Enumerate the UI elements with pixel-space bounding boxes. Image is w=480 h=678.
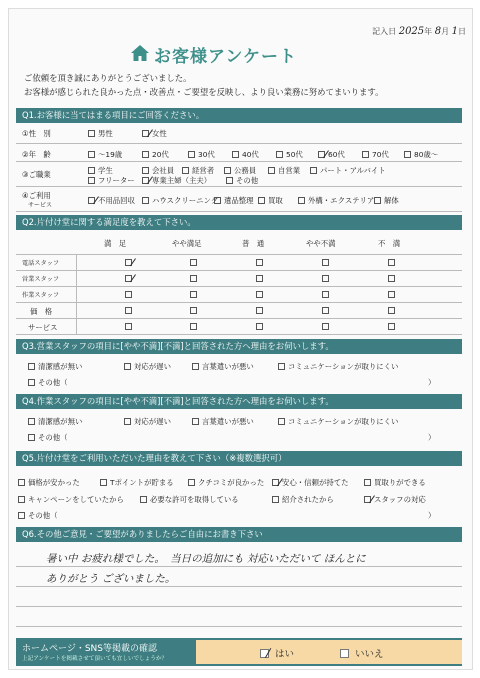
q3-option[interactable]: 対応が遅い — [124, 361, 171, 372]
job-option[interactable]: 専業主婦（主夫） — [142, 175, 211, 186]
rating-checkbox[interactable] — [256, 275, 263, 282]
service-option[interactable]: 買取 — [258, 195, 283, 206]
rating-checkbox-checked[interactable] — [125, 275, 132, 282]
job-option[interactable]: 自営業 — [268, 165, 300, 176]
age-option[interactable]: ～19歳 — [88, 149, 122, 160]
service-option[interactable]: 解体 — [374, 195, 399, 206]
q5-option[interactable]: キャンペーンをしていたから — [18, 494, 124, 505]
rating-checkbox[interactable] — [190, 307, 197, 314]
rating-checkbox[interactable] — [322, 275, 329, 282]
q5-option[interactable]: スタッフの対応 — [364, 494, 426, 505]
rating-checkbox[interactable] — [125, 291, 132, 298]
divider — [16, 186, 462, 187]
age-option[interactable]: 60代 — [318, 149, 345, 160]
job-option[interactable]: パート・アルバイト — [310, 165, 386, 176]
q4-header: Q4.作業スタッフの項目に[やや不満][不満]と回答された方へ理由をお伺いします。 — [16, 394, 462, 409]
consent-no[interactable]: いいえ — [340, 646, 384, 660]
date-field — [372, 26, 466, 37]
q3-other-option[interactable]: その他（ — [28, 377, 68, 388]
divider — [16, 161, 462, 162]
age-option[interactable]: 20代 — [142, 149, 169, 160]
q5-option[interactable]: クチコミが良かった — [188, 477, 264, 488]
gender-option[interactable]: 男性 — [88, 128, 113, 139]
q5-header: Q5.片付け堂をご利用いただいた理由を教えて下さい（※複数選択可） — [16, 451, 462, 466]
q3-header: Q3.営業スタッフの項目に[やや不満][不満]と回答された方へ理由をお伺いします。 — [16, 339, 462, 354]
consent-subtitle: 上記アンケートを掲載させて頂いても宜しいでしょうか？ — [22, 656, 168, 662]
rating-checkbox[interactable] — [388, 275, 395, 282]
col-header: やや不満 — [306, 239, 336, 248]
date-month: 8 — [434, 26, 442, 37]
rating-checkbox[interactable] — [388, 291, 395, 298]
day-unit: 日 — [458, 27, 466, 36]
q3-option[interactable]: 清潔感が無い — [28, 361, 82, 372]
rating-checkbox[interactable] — [190, 259, 197, 266]
rating-checkbox[interactable] — [322, 291, 329, 298]
job-option[interactable]: 公務員 — [224, 165, 256, 176]
service-option[interactable]: ハウスクリーニング — [142, 195, 218, 206]
job-option[interactable]: 会社員 — [142, 165, 174, 176]
checkbox[interactable] — [340, 649, 349, 658]
date-label: 記入日 — [372, 27, 397, 36]
paren-close: ） — [428, 511, 436, 520]
paren-close: ） — [428, 433, 436, 442]
service-label-2: サービス — [28, 202, 53, 209]
rating-checkbox[interactable] — [388, 323, 395, 330]
service-label: ④ご利用 — [22, 191, 51, 200]
q4-option[interactable]: コミュニケーションが取りにくい — [278, 416, 398, 427]
date-year: 2025 — [398, 26, 425, 37]
q5-option[interactable]: Tポイントが貯まる — [100, 477, 174, 488]
q4-option[interactable]: 言葉遣いが悪い — [192, 416, 254, 427]
age-option[interactable]: 70代 — [362, 149, 389, 160]
rating-checkbox[interactable] — [190, 323, 197, 330]
gender-option[interactable]: 女性 — [142, 128, 167, 139]
job-option[interactable]: 学生 — [88, 165, 113, 176]
checkbox-checked[interactable] — [142, 130, 149, 137]
gender-label: ①性 別 — [22, 129, 51, 138]
rating-checkbox[interactable] — [388, 259, 395, 266]
age-option[interactable]: 80歳～ — [404, 149, 438, 160]
consent-answer-area — [196, 640, 462, 664]
checkbox[interactable] — [88, 130, 95, 137]
age-option[interactable]: 50代 — [276, 149, 303, 160]
consent-yes[interactable]: はい — [260, 646, 294, 660]
q5-option[interactable]: 買取りができる — [364, 477, 426, 488]
q3-option[interactable]: 言葉遣いが悪い — [192, 361, 254, 372]
service-option[interactable]: 外構・エクステリア — [298, 195, 374, 206]
rating-checkbox[interactable] — [322, 307, 329, 314]
q4-other-option[interactable]: その他（ — [28, 432, 68, 443]
intro-line-2: お客様が感じられた良かった点・改善点・ご要望を反映し、より良い業務に努めてまいります。 — [24, 87, 384, 97]
q5-option[interactable]: 必要な許可を取得している — [140, 494, 239, 505]
col-header: やや満足 — [172, 239, 202, 248]
job-option[interactable]: 経営者 — [182, 165, 214, 176]
rating-checkbox[interactable] — [256, 291, 263, 298]
q5-option[interactable]: 紹介されたから — [272, 494, 334, 505]
q5-other-option[interactable]: その他（ — [18, 510, 58, 521]
rating-checkbox[interactable] — [190, 275, 197, 282]
q4-option[interactable]: 清潔感が無い — [28, 416, 82, 427]
month-unit: 月 — [441, 27, 450, 36]
rating-checkbox[interactable] — [256, 259, 263, 266]
comment-line-2: ありがとう ございました。 — [46, 573, 176, 585]
q1-header: Q1.お客様に当てはまる項目にご回答ください。 — [16, 108, 462, 123]
rating-checkbox[interactable] — [125, 323, 132, 330]
rating-checkbox[interactable] — [256, 323, 263, 330]
age-option[interactable]: 40代 — [232, 149, 259, 160]
q2-header: Q2.片付け堂に関する満足度を教えて下さい。 — [16, 215, 462, 230]
rating-checkbox[interactable] — [322, 259, 329, 266]
col-header: 普 通 — [242, 239, 265, 248]
paren-close: ） — [428, 378, 436, 387]
q6-header: Q6.その他ご意見・ご要望がありましたらご自由にお書き下さい — [16, 527, 462, 542]
q5-option[interactable]: 価格が安かった — [18, 477, 80, 488]
job-option[interactable]: フリーター — [88, 175, 135, 186]
rating-checkbox[interactable] — [190, 291, 197, 298]
comment-line-1: 暑い中 お疲れ様でした。 当日の追加にも 対応いただいて ほんとに — [46, 553, 366, 565]
age-option[interactable]: 30代 — [188, 149, 215, 160]
col-header: 満 足 — [104, 239, 127, 248]
age-label: ②年 齢 — [22, 150, 51, 159]
house-icon — [130, 44, 150, 62]
q4-option[interactable]: 対応が遅い — [124, 416, 171, 427]
rating-checkbox[interactable] — [322, 323, 329, 330]
q3-option[interactable]: コミュニケーションが取りにくい — [278, 361, 398, 372]
intro-line-1: ご依頼を頂き誠にありがとうございました。 — [24, 73, 192, 83]
job-option[interactable]: その他 — [226, 175, 258, 186]
page-title: お客様アンケート — [154, 47, 297, 67]
consent-title: ホームページ・SNS等掲載の確認 — [22, 644, 157, 654]
service-option[interactable]: 遺品整理 — [214, 195, 254, 206]
checkbox-checked[interactable] — [260, 649, 269, 658]
job-label: ③ご職業 — [22, 170, 51, 179]
rating-checkbox[interactable] — [256, 307, 263, 314]
rating-checkbox[interactable] — [125, 307, 132, 314]
year-unit: 年 — [424, 27, 433, 36]
date-day: 1 — [451, 26, 458, 37]
rating-checkbox-checked[interactable] — [125, 259, 132, 266]
col-header: 不 満 — [378, 239, 401, 248]
q5-option[interactable]: 安心・信頼が持てた — [272, 477, 349, 488]
divider — [16, 211, 462, 212]
rating-checkbox[interactable] — [388, 307, 395, 314]
divider — [16, 143, 462, 144]
service-option[interactable]: 不用品回収 — [88, 195, 135, 206]
